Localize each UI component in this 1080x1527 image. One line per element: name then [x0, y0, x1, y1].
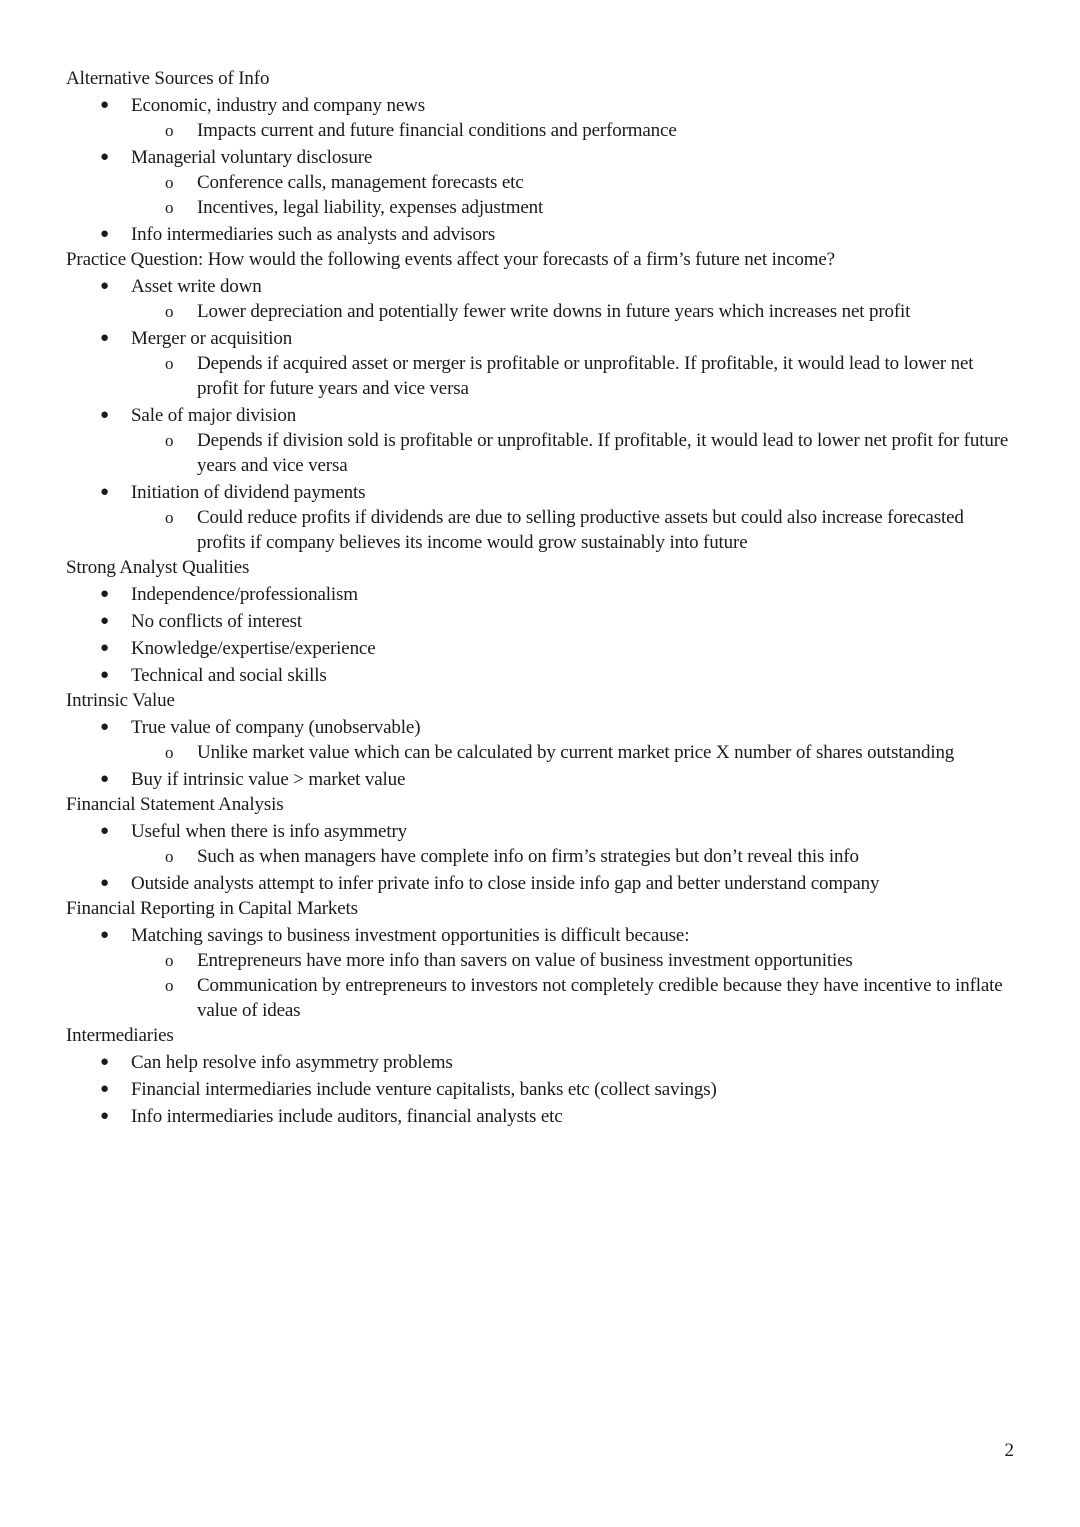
circle-bullet-icon: o [165, 951, 174, 970]
bullet-text: Initiation of dividend payments [131, 482, 366, 503]
circle-bullet-icon: o [165, 354, 174, 373]
bullet-item [66, 1077, 1016, 1102]
sub-bullet-item [131, 740, 1016, 765]
circle-bullet-icon: o [165, 173, 174, 192]
bullet-item [66, 582, 1016, 607]
bullet-text: Merger or acquisition [131, 328, 293, 349]
bullet-text: Asset write down [131, 276, 262, 297]
bullet-item [66, 93, 1016, 143]
sub-bullet-item [131, 844, 1016, 869]
sub-bullet-item [131, 428, 1016, 478]
bullet-dot-icon: ● [100, 330, 109, 346]
sub-bullet-list [131, 428, 1016, 478]
bullet-dot-icon: ● [100, 640, 109, 656]
bullet-dot-icon: ● [100, 407, 109, 423]
sub-bullet-item [131, 351, 1016, 401]
bullet-text: Financial intermediaries include venture capitalists, banks etc (collect savings) [131, 1079, 717, 1100]
sub-bullet-text: Unlike market value which can be calculated by current market price X number of shares outstanding [197, 742, 955, 763]
bullet-text: Outside analysts attempt to infer private info to close inside info gap and better understand company [131, 873, 880, 894]
bullet-item [66, 636, 1016, 661]
bullet-text: Managerial voluntary disclosure [131, 147, 373, 168]
bullet-text: True value of company (unobservable) [131, 717, 421, 738]
bullet-dot-icon: ● [100, 484, 109, 500]
bullet-text: Matching savings to business investment opportunities is difficult because: [131, 925, 690, 946]
bullet-item [66, 819, 1016, 869]
sub-bullet-text: Depends if division sold is profitable or unprofitable. If profitable, it would lead to lower net profit for future years and vice versa [197, 430, 1009, 476]
bullet-text: Can help resolve info asymmetry problems [131, 1052, 453, 1073]
sub-bullet-text: Entrepreneurs have more info than savers on value of business investment opportunities [197, 950, 853, 971]
bullet-text: Info intermediaries include auditors, financial analysts etc [131, 1106, 563, 1127]
sub-bullet-text: Depends if acquired asset or merger is profitable or unprofitable. If profitable, it would lead to lower net profit for future years and vice versa [197, 353, 974, 399]
bullet-text: Buy if intrinsic value > market value [131, 769, 406, 790]
sub-bullet-list [131, 740, 1016, 765]
sub-bullet-item [131, 118, 1016, 143]
section-heading: Strong Analyst Qualities [66, 557, 250, 578]
sub-bullet-item [131, 505, 1016, 555]
bullet-item [66, 145, 1016, 220]
sub-bullet-list [131, 844, 1016, 869]
bullet-text: No conflicts of interest [131, 611, 303, 632]
document-body [66, 66, 1016, 1129]
bullet-dot-icon: ● [100, 823, 109, 839]
sub-bullet-list [131, 351, 1016, 401]
bullet-list [66, 274, 1016, 555]
bullet-item [66, 274, 1016, 324]
bullet-text: Independence/professionalism [131, 584, 358, 605]
circle-bullet-icon: o [165, 302, 174, 321]
circle-bullet-icon: o [165, 121, 174, 140]
bullet-item [66, 1050, 1016, 1075]
bullet-list [66, 582, 1016, 688]
bullet-text: Knowledge/expertise/experience [131, 638, 376, 659]
sub-bullet-item [131, 973, 1016, 1023]
bullet-dot-icon: ● [100, 278, 109, 294]
section-heading: Intrinsic Value [66, 690, 175, 711]
bullet-dot-icon: ● [100, 667, 109, 683]
page-number: 2 [1004, 1440, 1014, 1461]
sub-bullet-text: Incentives, legal liability, expenses adjustment [197, 197, 544, 218]
sub-bullet-item [131, 948, 1016, 973]
sub-bullet-list [131, 299, 1016, 324]
bullet-item [66, 663, 1016, 688]
bullet-item [66, 480, 1016, 555]
bullet-item [66, 715, 1016, 765]
circle-bullet-icon: o [165, 743, 174, 762]
bullet-list [66, 715, 1016, 792]
bullet-dot-icon: ● [100, 613, 109, 629]
bullet-item [66, 767, 1016, 792]
sub-bullet-list [131, 118, 1016, 143]
sub-bullet-text: Conference calls, management forecasts etc [197, 172, 524, 193]
sub-bullet-text: Such as when managers have complete info on firm’s strategies but don’t reveal this info [197, 846, 859, 867]
sub-bullet-list [131, 948, 1016, 1023]
bullet-text: Technical and social skills [131, 665, 327, 686]
bullet-dot-icon: ● [100, 927, 109, 943]
bullet-dot-icon: ● [100, 719, 109, 735]
sub-bullet-text: Impacts current and future financial conditions and performance [197, 120, 677, 141]
sub-bullet-text: Could reduce profits if dividends are due to selling productive assets but could also increase forecasted profits if company believes its income would grow sustainably into future [197, 507, 964, 553]
section-heading: Practice Question: How would the following events affect your forecasts of a firm’s future net income? [66, 249, 835, 270]
bullet-item [66, 403, 1016, 478]
bullet-text: Sale of major division [131, 405, 297, 426]
sub-bullet-text: Communication by entrepreneurs to investors not completely credible because they have incentive to inflate value of ideas [197, 975, 1003, 1021]
section-heading: Intermediaries [66, 1025, 174, 1046]
bullet-dot-icon: ● [100, 1081, 109, 1097]
circle-bullet-icon: o [165, 431, 174, 450]
bullet-item [66, 923, 1016, 1023]
bullet-item [66, 326, 1016, 401]
circle-bullet-icon: o [165, 198, 174, 217]
bullet-dot-icon: ● [100, 1108, 109, 1124]
bullet-text: Useful when there is info asymmetry [131, 821, 407, 842]
bullet-dot-icon: ● [100, 771, 109, 787]
bullet-dot-icon: ● [100, 875, 109, 891]
bullet-text: Info intermediaries such as analysts and advisors [131, 224, 496, 245]
circle-bullet-icon: o [165, 976, 174, 995]
bullet-dot-icon: ● [100, 97, 109, 113]
bullet-list [66, 93, 1016, 247]
sub-bullet-item [131, 195, 1016, 220]
bullet-dot-icon: ● [100, 226, 109, 242]
bullet-dot-icon: ● [100, 1054, 109, 1070]
circle-bullet-icon: o [165, 847, 174, 866]
sub-bullet-item [131, 299, 1016, 324]
bullet-dot-icon: ● [100, 586, 109, 602]
bullet-dot-icon: ● [100, 149, 109, 165]
sub-bullet-list [131, 505, 1016, 555]
bullet-text: Economic, industry and company news [131, 95, 425, 116]
bullet-item [66, 609, 1016, 634]
bullet-item [66, 222, 1016, 247]
section-heading: Financial Statement Analysis [66, 794, 284, 815]
bullet-list [66, 923, 1016, 1023]
sub-bullet-list [131, 170, 1016, 220]
bullet-list [66, 1050, 1016, 1129]
bullet-item [66, 871, 1016, 896]
section-heading: Alternative Sources of Info [66, 68, 270, 89]
section-heading: Financial Reporting in Capital Markets [66, 898, 358, 919]
sub-bullet-text: Lower depreciation and potentially fewer write downs in future years which increases net profit [197, 301, 911, 322]
bullet-list [66, 819, 1016, 896]
bullet-item [66, 1104, 1016, 1129]
circle-bullet-icon: o [165, 508, 174, 527]
sub-bullet-item [131, 170, 1016, 195]
